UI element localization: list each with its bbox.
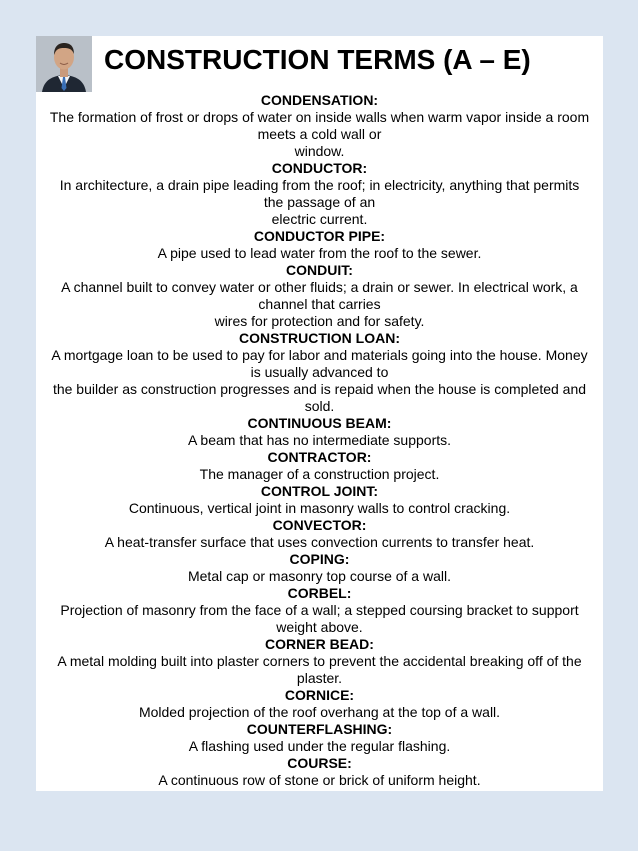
term-heading: COUNTERFLASHING: (246, 721, 393, 737)
term-definition: A metal molding built into plaster corners to prevent the accidental breaking off of the plaster. (57, 653, 582, 686)
term-heading: CORBEL: (287, 585, 352, 601)
page-title: CONSTRUCTION TERMS (A – E) (104, 44, 531, 75)
term-definition: Projection of masonry from the face of a wall; a stepped coursing bracket to support weight above. (60, 602, 579, 635)
term-heading: CONTRACTOR: (267, 449, 372, 465)
term-definition: Continuous, vertical joint in masonry walls to control cracking. (128, 500, 511, 516)
term-definition: A flashing used under the regular flashing. (188, 738, 451, 754)
term-heading: CONDUIT: (286, 262, 353, 278)
term-heading: CONTINUOUS BEAM: (247, 415, 392, 431)
person-portrait-icon (36, 36, 92, 92)
term-definition: A pipe used to lead water from the roof to the sewer. (157, 245, 482, 261)
term-definition: Metal cap or masonry top course of a wall. (187, 568, 451, 584)
term-definition: A heat-transfer surface that uses convection currents to transfer heat. (104, 534, 535, 550)
term-heading: CONVECTOR: (272, 517, 367, 533)
term-definition: A continuous row of stone or brick of uniform height. (158, 772, 481, 788)
term-heading: COURSE: (287, 755, 352, 771)
term-heading: CORNER BEAD: (265, 636, 374, 652)
term-heading: COPING: (289, 551, 350, 567)
term-definition: The manager of a construction project. (199, 466, 440, 482)
term-heading: CONDENSATION: (260, 92, 379, 108)
term-heading: CONSTRUCTION LOAN: (239, 330, 400, 346)
term-definition: In architecture, a drain pipe leading from the roof; in electricity, anything that permits the passage of an electric current. (59, 177, 580, 227)
term-heading: CONDUCTOR: (271, 160, 368, 176)
term-definition: A channel built to convey water or other fluids; a drain or sewer. In electrical work, a channel that carries wires for protection and for safety. (61, 279, 578, 329)
term-definition: A beam that has no intermediate supports. (187, 432, 452, 448)
term-heading: CONTROL JOINT: (260, 483, 379, 499)
term-heading: CONDUCTOR PIPE: (253, 228, 386, 244)
term-heading: CORNICE: (284, 687, 355, 703)
document-page (36, 36, 603, 791)
term-definition: Molded projection of the roof overhang at the top of a wall. (138, 704, 501, 720)
term-definition: A mortgage loan to be used to pay for labor and materials going into the house. Money is usually advanced to the builder as construction progresses and is repaid when the house is completed and sold. (51, 347, 588, 414)
terms-list (36, 92, 603, 789)
term-definition: The formation of frost or drops of water on inside walls when warm vapor inside a room meets a cold wall or window. (49, 109, 590, 159)
